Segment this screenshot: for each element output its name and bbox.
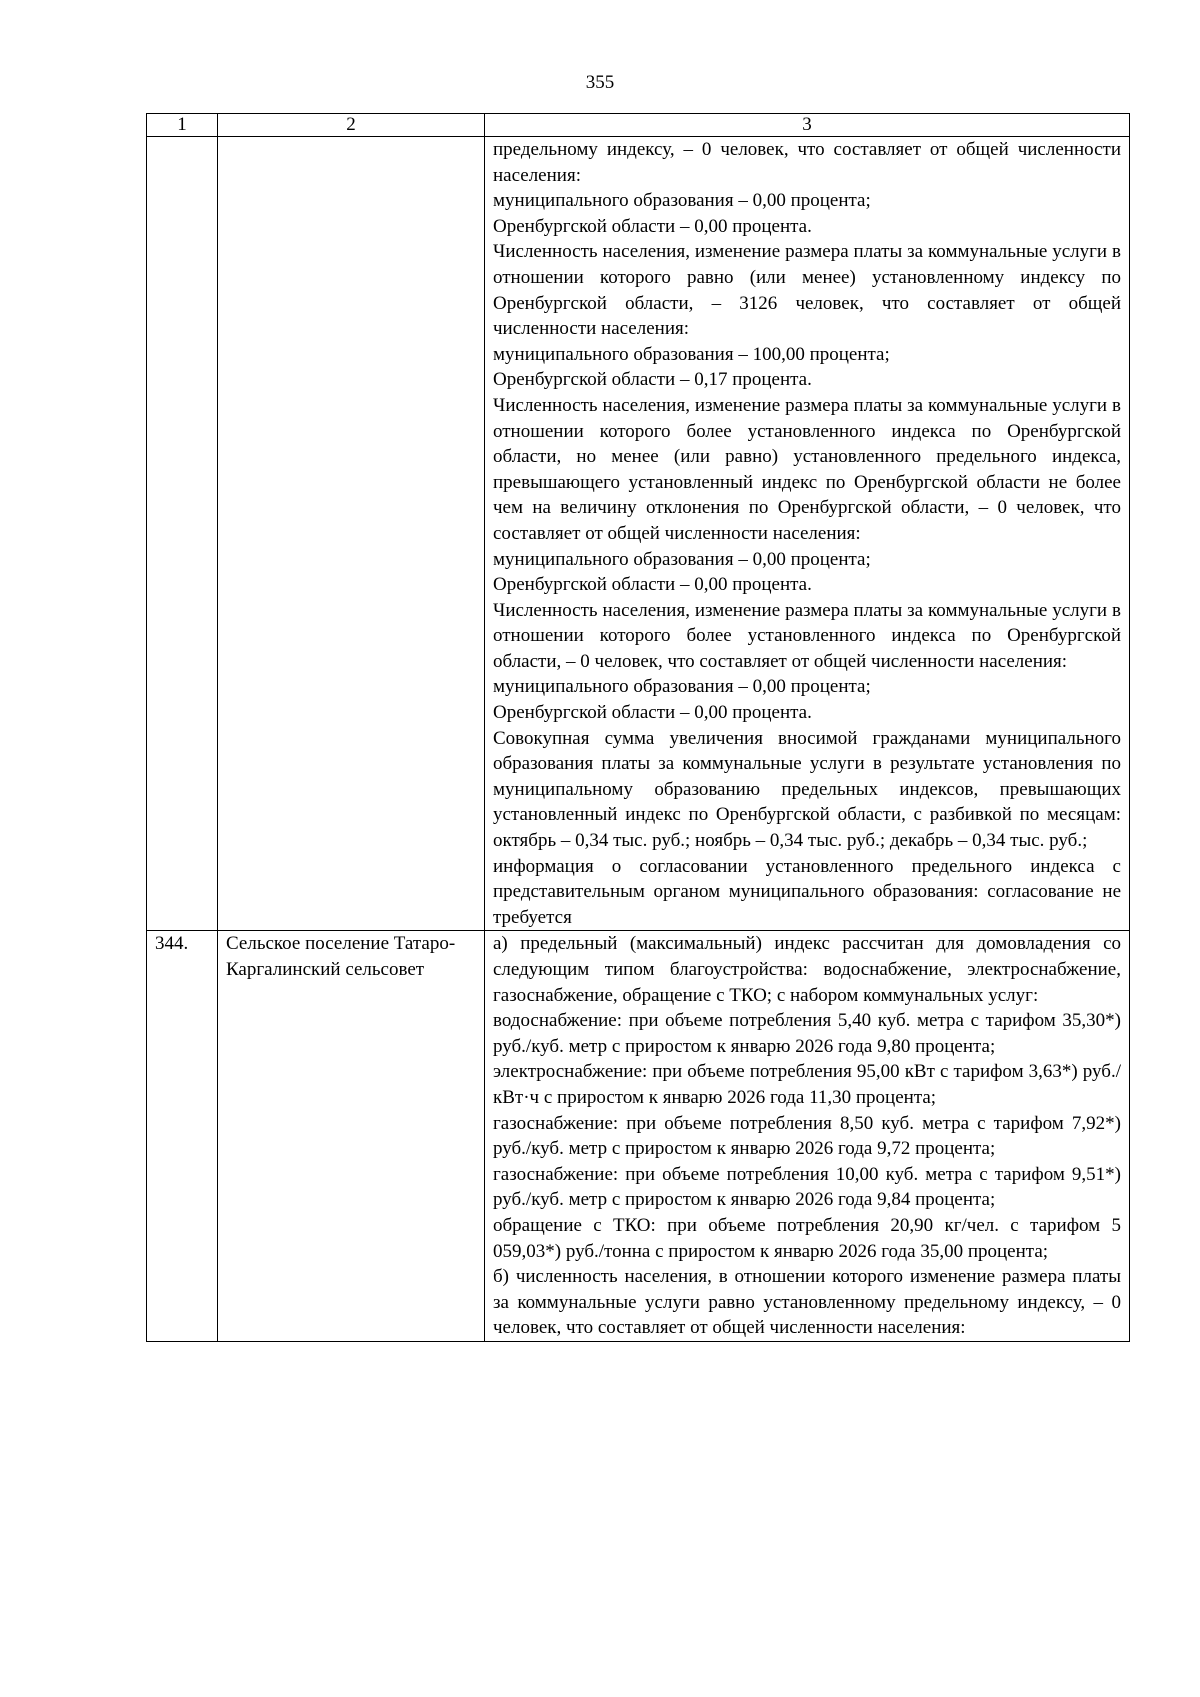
details-paragraph: водоснабжение: при объеме потребления 5,40 куб. метра с тарифом 35,30*) руб./куб. метр с приростом к январю 2026 года 9,80 процента; [493,1010,1121,1057]
details-paragraph: Численность населения, изменение размера платы за коммунальные услуги в отношении которого равно (или менее) установленному индексу по Оренбургской области, – 3126 человек, что составляет от общей численности населения: [493,241,1121,340]
details-paragraph: электроснабжение: при объеме потребления 95,00 кВт с тарифом 3,63*) руб./кВт·ч с приростом к январю 2026 года 11,30 процента; [493,1061,1121,1108]
details-paragraph: а) предельный (максимальный) индекс рассчитан для домовладения со следующим типом благоустройства: водоснабжение, электроснабжение, газоснабжение, обращение с ТКО; с набором коммунальных услуг: [493,933,1121,1006]
details-paragraph: газоснабжение: при объеме потребления 10,00 куб. метра с тарифом 9,51*) руб./куб. метр с приростом к январю 2026 года 9,84 процента; [493,1163,1121,1211]
details-paragraph: обращение с ТКО: при объеме потребления 20,90 кг/чел. с тарифом 5 059,03*) руб./тонна с приростом к январю 2026 года 35,00 процента; [493,1214,1121,1262]
details-paragraph: газоснабжение: при объеме потребления 8,50 куб. метра с тарифом 7,92*) руб./куб. метр с приростом к январю 2026 года 9,72 процента; [493,1112,1121,1160]
details-paragraph: Оренбургской области – 0,00 процента. [493,215,812,237]
index-details-cell [485,931,1130,1342]
details-paragraph: б) численность населения, в отношении которого изменение размера платы за коммунальные услуги равно установленному предельному индексу, – 0 человек, что составляет от общей численности населения: [493,1266,1121,1339]
row-number-cell [147,137,218,931]
index-details-cell [485,137,1130,931]
municipality-name-cell [218,137,485,931]
details-paragraph: Численность населения, изменение размера платы за коммунальные услуги в отношении которого более установленного индекса по Оренбургской области, – 0 человек, что составляет от общей численности населения: [493,599,1121,672]
column-header-content: 3 [485,114,1130,137]
municipality-name-cell: Сельское поселение Татаро-Каргалинский сельсовет [218,931,485,1342]
table-row [147,931,1130,1342]
details-paragraph: муниципального образования – 0,00 процента; [493,548,871,570]
details-paragraph: муниципального образования – 100,00 процента; [493,343,890,365]
details-paragraph: Совокупная сумма увеличения вносимой гражданами муниципального образования платы за коммунальные услуги в результате установления по муниципальному образованию предельных индексов, превышающих установленный индекс по Оренбургской области, с разбивкой по месяцам: октябрь – 0,34 тыс. руб.; ноябрь – 0,34 тыс. руб.; декабрь – 0,34 тыс. руб.; [493,727,1121,852]
details-paragraph: муниципального образования – 0,00 процента; [493,190,871,212]
details-paragraph: Численность населения, изменение размера платы за коммунальные услуги в отношении которого более установленного индекса по Оренбургской области, но менее (или равно) установленного предельного индекса, превышающего установленный индекс по Оренбургской области не более чем на величину отклонения по Оренбургской области, – 0 человек, что составляет от общей численности населения: [493,394,1121,544]
page-number: 355 [585,72,615,93]
column-header-name: 2 [218,114,485,137]
table-header-row [147,114,1130,137]
details-paragraph: информация о согласовании установленного предельного индекса с представительным органом муниципального образования: согласование не требуется [493,855,1121,928]
row-number-cell: 344. [147,931,218,1342]
details-paragraph: муниципального образования – 0,00 процента; [493,676,871,698]
column-header-number: 1 [147,114,218,137]
details-paragraph: Оренбургской области – 0,17 процента. [493,369,812,391]
details-paragraph: предельному индексу, – 0 человек, что составляет от общей численности населения: [493,139,1121,186]
municipal-index-table [146,113,1130,1342]
table-row [147,137,1130,931]
details-paragraph: Оренбургской области – 0,00 процента. [493,702,812,724]
details-paragraph: Оренбургской области – 0,00 процента. [493,574,812,596]
